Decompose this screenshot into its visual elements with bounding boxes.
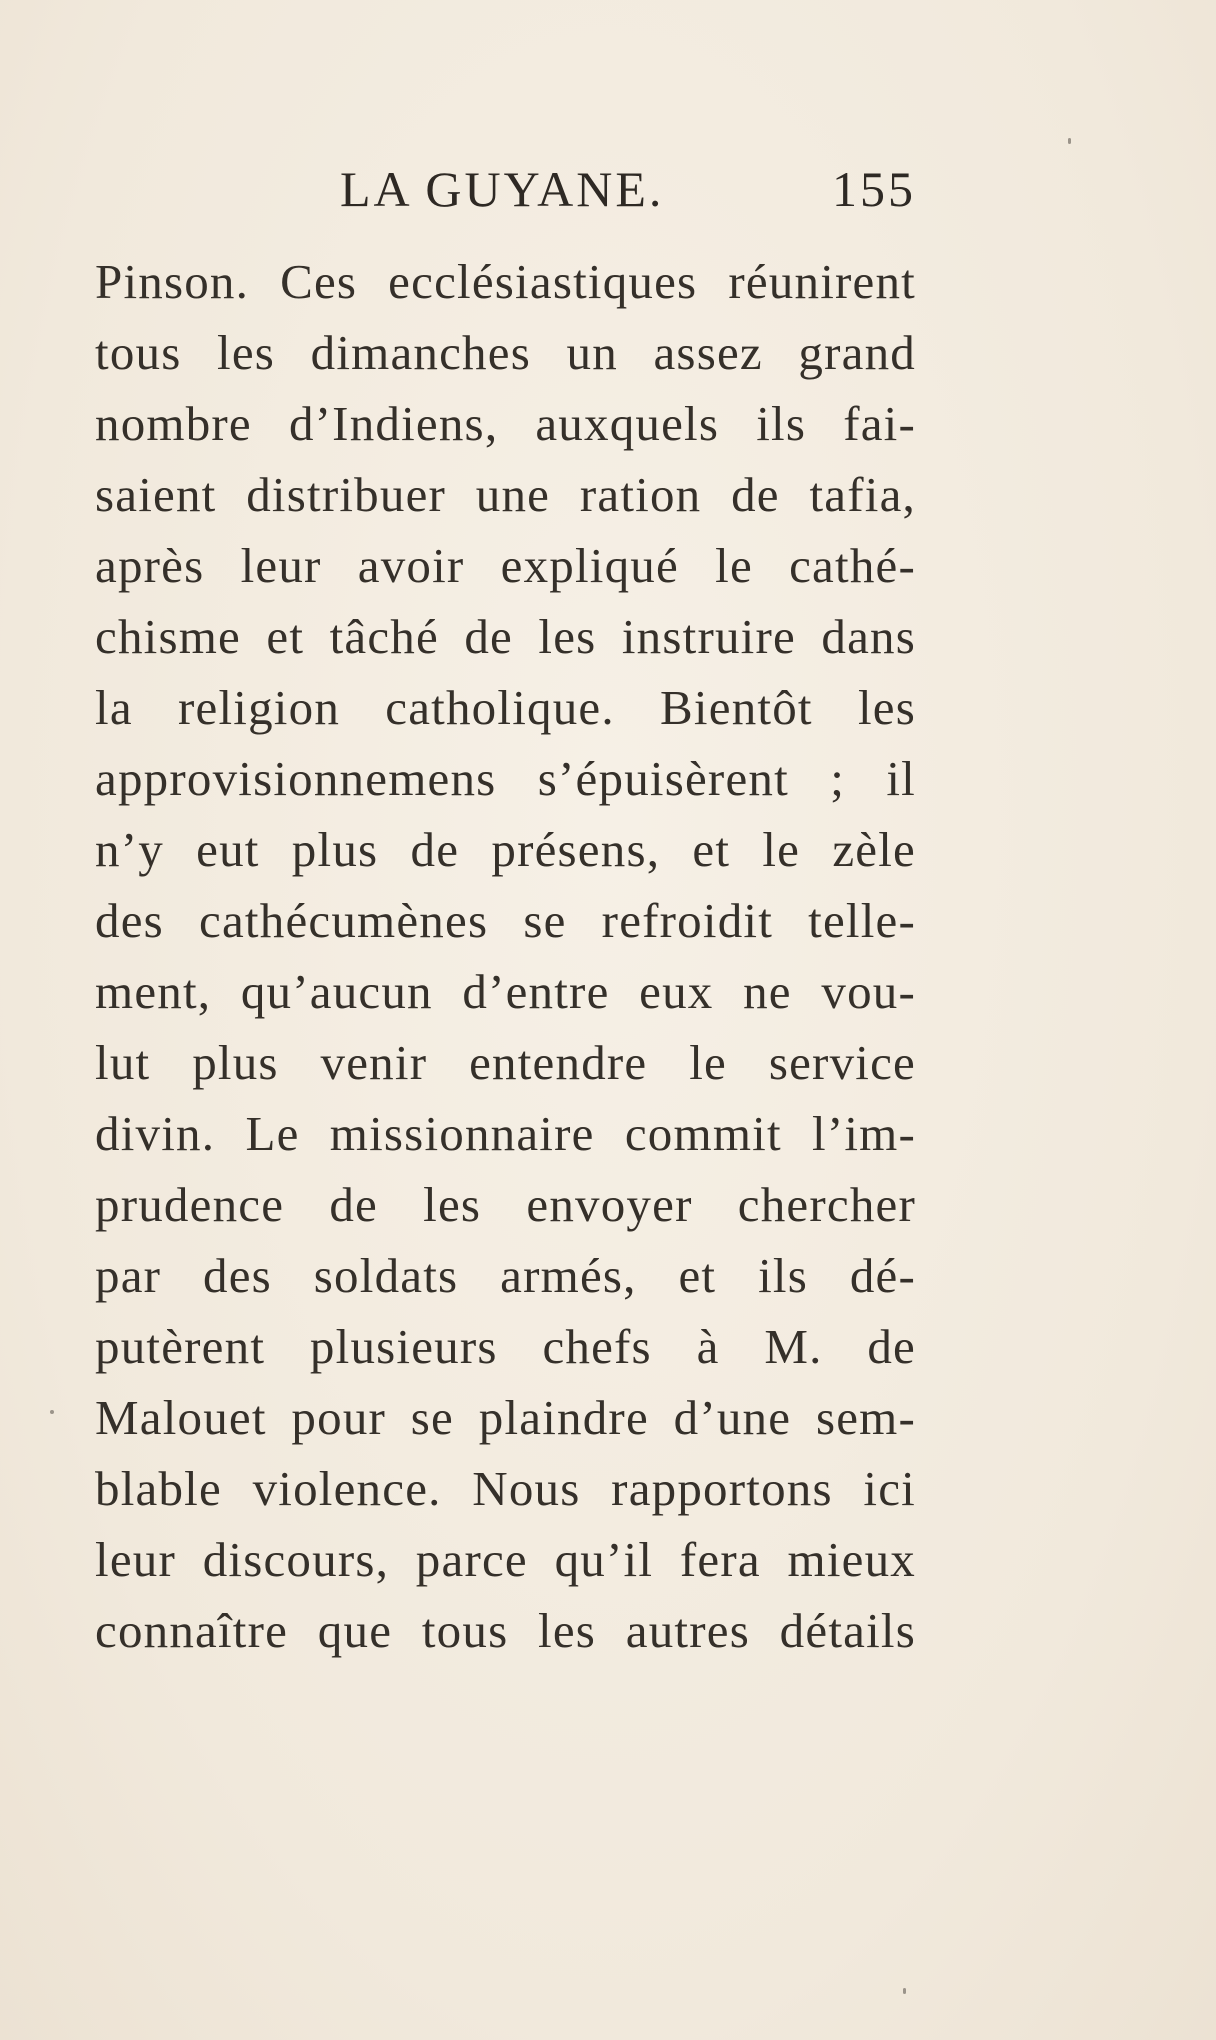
text-line: Pinson. Ces ecclésiastiques réunirent xyxy=(95,254,916,309)
paper-speck xyxy=(903,1988,906,1994)
text-line: leur discours, parce qu’il fera mieux xyxy=(95,1532,916,1587)
text-line: par des soldats armés, et ils dé- xyxy=(95,1248,916,1303)
running-title: LA GUYANE. xyxy=(340,161,665,217)
paper-speck xyxy=(50,1410,54,1414)
text-line: prudence de les envoyer chercher xyxy=(95,1177,916,1232)
text-line: blable violence. Nous rapportons ici xyxy=(95,1461,916,1516)
paper-speck xyxy=(1068,138,1071,144)
text-line: Malouet pour se plaindre d’une sem- xyxy=(95,1390,916,1445)
text-line: après leur avoir expliqué le cathé- xyxy=(95,538,916,593)
page-number: 155 xyxy=(832,161,916,217)
text-line: divin. Le missionnaire commit l’im- xyxy=(95,1106,916,1161)
text-line: n’y eut plus de présens, et le zèle xyxy=(95,822,916,877)
text-line: ment, qu’aucun d’entre eux ne vou- xyxy=(95,964,916,1019)
text-line: la religion catholique. Bientôt les xyxy=(95,680,916,735)
text-line: tous les dimanches un assez grand xyxy=(95,325,916,380)
page-header xyxy=(95,160,916,230)
text-line: connaître que tous les autres détails xyxy=(95,1603,916,1658)
text-line: approvisionnemens s’épuisèrent ; il xyxy=(95,751,916,806)
text-line: putèrent plusieurs chefs à M. de xyxy=(95,1319,916,1374)
text-line: chisme et tâché de les instruire dans xyxy=(95,609,916,664)
text-line: nombre d’Indiens, auxquels ils fai- xyxy=(95,396,916,451)
text-line: des cathécumènes se refroidit telle- xyxy=(95,893,916,948)
text-line: saient distribuer une ration de tafia, xyxy=(95,467,916,522)
body-text xyxy=(95,246,916,1666)
text-line: lut plus venir entendre le service xyxy=(95,1035,916,1090)
